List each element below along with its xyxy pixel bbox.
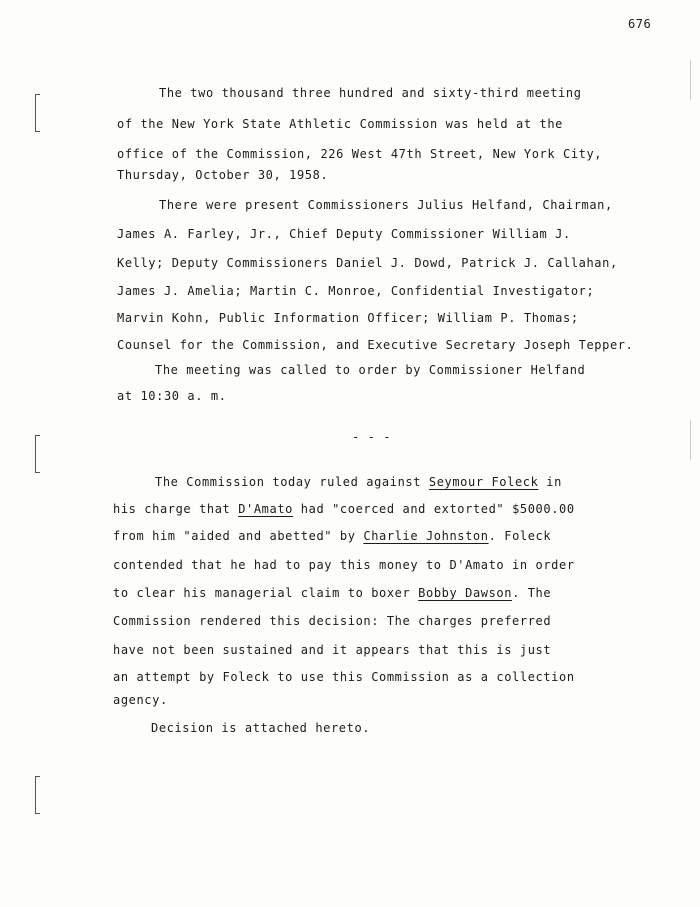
- paragraph-5-line-1: Decision is attached hereto.: [151, 721, 371, 735]
- paragraph-2-line-1: There were present Commissioners Julius Helfand, Chairman,: [159, 198, 613, 212]
- underlined-name: Seymour Foleck: [428, 475, 539, 489]
- underlined-name: Bobby Dawson: [418, 586, 513, 600]
- text-segment: had "coerced and extorted" $5000.00: [292, 502, 575, 516]
- underlined-name: D'Amato: [238, 502, 293, 516]
- left-margin-bracket-top: [35, 94, 40, 132]
- paragraph-4-line-2: [113, 502, 575, 516]
- paragraph-4-line-7: have not been sustained and it appears that this is just: [113, 643, 552, 657]
- text-segment: his charge that: [113, 502, 239, 516]
- section-separator: - - -: [352, 430, 392, 444]
- paragraph-4-line-9: agency.: [113, 693, 168, 707]
- text-segment: in: [538, 475, 562, 489]
- text-segment: to clear his managerial claim to boxer: [113, 586, 419, 600]
- right-edge-mark-lower: [690, 420, 691, 460]
- text-segment: . Foleck: [488, 529, 552, 543]
- paragraph-4-line-1: [155, 475, 562, 489]
- paragraph-4-line-6: Commission rendered this decision: The charges preferred: [113, 614, 552, 628]
- paragraph-2-line-3: Kelly; Deputy Commissioners Daniel J. Dowd, Patrick J. Callahan,: [117, 256, 618, 270]
- underlined-name: Charlie Johnston: [363, 529, 489, 543]
- paragraph-1-line-3: office of the Commission, 226 West 47th Street, New York City,: [117, 147, 603, 161]
- text-segment: from him "aided and abetted" by: [113, 529, 364, 543]
- paragraph-2-line-2: James A. Farley, Jr., Chief Deputy Commissioner William J.: [117, 227, 571, 241]
- page-number: 676: [628, 17, 652, 31]
- paragraph-4-line-3: [113, 529, 551, 543]
- paragraph-3-line-2: at 10:30 a. m.: [117, 389, 227, 403]
- paragraph-4-line-4: contended that he had to pay this money to D'Amato in order: [113, 558, 575, 572]
- paragraph-4-line-8: an attempt by Foleck to use this Commission as a collection: [113, 670, 575, 684]
- paragraph-2-line-4: James J. Amelia; Martin C. Monroe, Confidential Investigator;: [117, 284, 595, 298]
- paragraph-2-line-5: Marvin Kohn, Public Information Officer; William P. Thomas;: [117, 311, 579, 325]
- paragraph-2-line-6: Counsel for the Commission, and Executive Secretary Joseph Tepper.: [117, 338, 634, 352]
- text-segment: . The: [512, 586, 552, 600]
- text-segment: The Commission today ruled against: [155, 475, 429, 489]
- right-edge-mark: [690, 60, 691, 100]
- paragraph-4-line-5: [113, 586, 551, 600]
- left-margin-bracket-middle: [35, 435, 40, 473]
- paragraph-1-line-2: of the New York State Athletic Commission was held at the: [117, 117, 564, 131]
- paragraph-1-line-1: The two thousand three hundred and sixty-third meeting: [159, 86, 582, 100]
- left-margin-bracket-bottom: [35, 776, 40, 814]
- paragraph-3-line-1: The meeting was called to order by Commissioner Helfand: [155, 363, 586, 377]
- paragraph-1-line-4: Thursday, October 30, 1958.: [117, 168, 329, 182]
